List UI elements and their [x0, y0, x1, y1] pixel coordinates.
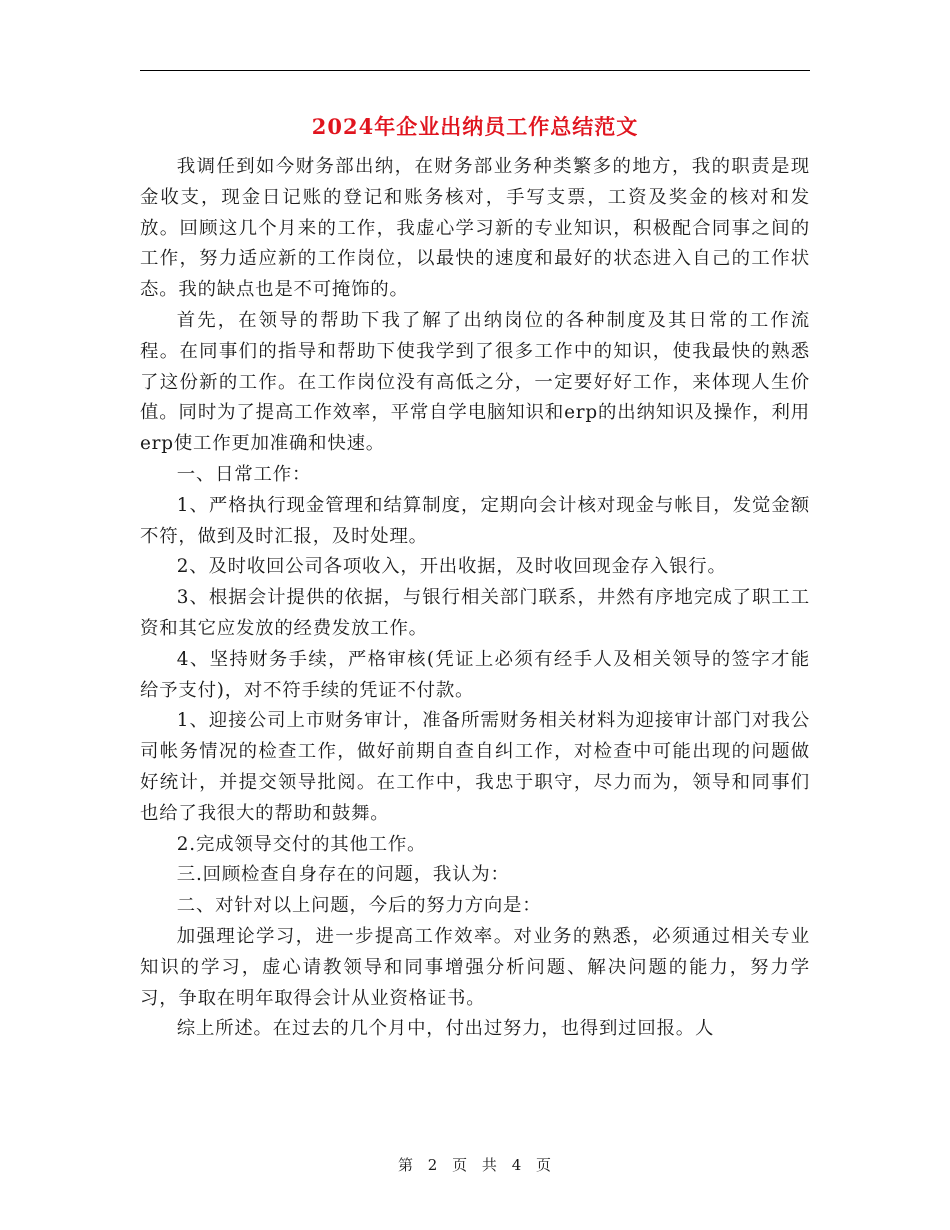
list-item: 1、迎接公司上市财务审计，准备所需财务相关材料为迎接审计部门对我公司帐务情况的检查工作，做好前期自查自纠工作，对检查中可能出现的问题做好统计，并提交领导批阅。在工作中，我忠于职守，尽力而为，领导和同事们也给了我很大的帮助和鼓舞。: [140, 710, 810, 824]
section-heading: 三.回顾检查自身存在的问题，我认为：: [176, 864, 510, 886]
document-title: 2024年企业出纳员工作总结范文: [311, 114, 639, 139]
paragraph: 综上所述。在过去的几个月中，付出过努力，也得到过回报。人: [176, 1018, 715, 1040]
header-rule: [140, 70, 810, 71]
list-item: 3、根据会计提供的依据，与银行相关部门联系，井然有序地完成了职工工资和其它应发放的经费发放工作。: [140, 587, 810, 639]
current-page-number: 2: [427, 1156, 439, 1174]
footer-ye2: 页: [536, 1156, 553, 1174]
footer-di: 第: [397, 1156, 414, 1174]
paragraph: 我调任到如今财务部出纳，在财务部业务种类繁多的地方，我的职责是现金收支，现金日记账的登记和账务核对，手写支票，工资及奖金的核对和发放。回顾这几个月来的工作，我虚心学习新的专业知识，积极配合同事之间的工作，努力适应新的工作岗位，以最快的速度和最好的状态进入自己的工作状态。我的缺点也是不可掩饰的。: [140, 156, 810, 301]
footer-gong: 共: [481, 1156, 498, 1174]
list-item: 2.完成领导交付的其他工作。: [176, 833, 427, 855]
list-item: 1、严格执行现金管理和结算制度，定期向会计核对现金与帐目，发觉金额不符，做到及时汇报，及时处理。: [140, 494, 810, 547]
section-heading: 二、对针对以上问题，今后的努力方向是：: [176, 895, 542, 917]
list-item: 2、及时收回公司各项收入，开出收据，及时收回现金存入银行。: [176, 556, 727, 578]
document-body: [140, 152, 810, 1045]
footer-ye: 页: [452, 1156, 469, 1174]
paragraph: 首先，在领导的帮助下我了解了出纳岗位的各种制度及其日常的工作流程。在同事们的指导和帮助下使我学到了很多工作中的知识，使我最快的熟悉了这份新的工作。在工作岗位没有高低之分，一定要好好工作，来体现人生价值。同时为了提高工作效率，平常自学电脑知识和erp的出纳知识及操作，利用erp使工作更加准确和快速。: [140, 309, 810, 455]
list-item: 4、坚持财务手续，严格审核(凭证上必须有经手人及相关领导的签字才能给予支付)，对不符手续的凭证不付款。: [140, 648, 810, 701]
paragraph: 加强理论学习，进一步提高工作效率。对业务的熟悉，必须通过相关专业知识的学习，虚心请教领导和同事增强分析问题、解决问题的能力，努力学习，争取在明年取得会计从业资格证书。: [140, 925, 810, 1009]
section-heading: 一、日常工作：: [176, 463, 312, 485]
total-page-number: 4: [511, 1156, 523, 1174]
page-footer: [0, 1154, 950, 1175]
